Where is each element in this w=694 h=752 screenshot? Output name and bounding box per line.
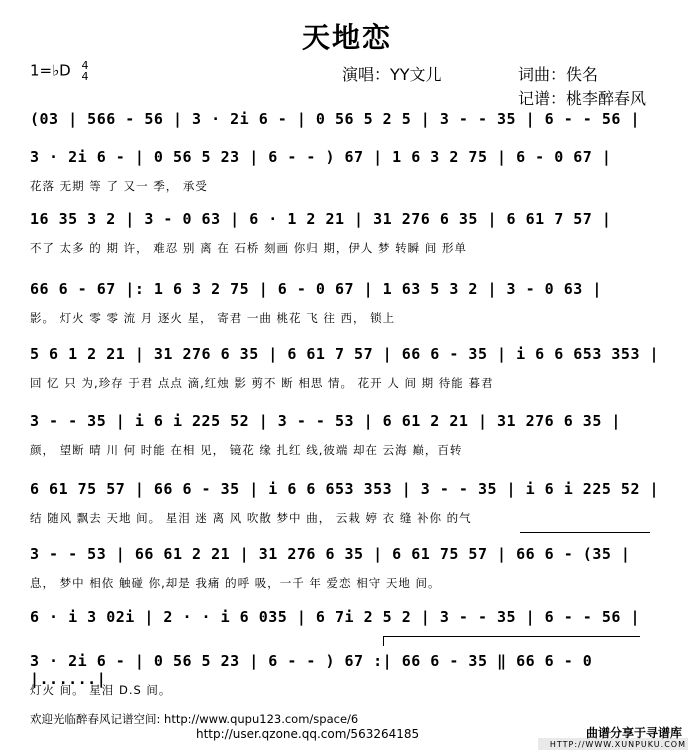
notation-line: 5 6 1 2 21 | 31 276 6 35 | 6 61 7 57 | 66 6 - 35 | i 6 6 653 353 | <box>30 345 660 363</box>
singer-credit: 演唱：YY文儿 <box>342 65 442 84</box>
lyricist-credit: 词曲：佚名 <box>518 65 599 84</box>
lyric-line: 灯火 间。 星泪 D.S 间。 <box>30 683 172 697</box>
notation-line: 6 · i 3 02i | 2 · · i 6 035 | 6 7i 2 5 2 | 3 - - 35 | 6 - - 56 | <box>30 608 640 626</box>
lyric-line: 结 随风 飘去 天地 间。 星泪 迷 离 风 吹散 梦中 曲， 云栽 婷 衣 缝 补你 的气 <box>30 511 472 525</box>
notation-line: 3 - - 35 | i 6 i 225 52 | 3 - - 53 | 6 61 2 21 | 31 276 6 35 | <box>30 412 621 430</box>
notation-line: 3 - - 53 | 66 61 2 21 | 31 276 6 35 | 6 61 75 57 | 66 6 - (35 | <box>30 545 631 563</box>
lyric-line: 花落 无期 等 了 又一 季， 承受 <box>30 179 208 193</box>
lyric-line: 息， 梦中 相依 触碰 你,却是 我痛 的呼 吸，一千 年 爱恋 相守 天地 间。 <box>30 576 441 590</box>
volta-bracket-2-edge <box>383 636 384 646</box>
volta-bracket-1 <box>520 532 650 533</box>
time-bottom: 4 <box>81 70 89 83</box>
time-signature <box>82 60 89 82</box>
key-label: 1=♭D <box>30 61 71 80</box>
footer-url: http://user.qzone.qq.com/563264185 <box>196 727 420 741</box>
notation-line: (03 | 566 - 56 | 3 · 2i 6 - | 0 56 5 2 5 | 3 - - 35 | 6 - - 56 | <box>30 110 640 128</box>
brand-url: HTTP://WWW.XUNPUKU.COM <box>549 740 686 749</box>
time-top: 4 <box>81 59 89 72</box>
lyric-line: 不了 太多 的 期 许， 难忍 别 离 在 石桥 刻画 你归 期，伊人 梦 转瞬 间 形单 <box>30 241 467 255</box>
lyric-line: 影。 灯火 零 零 流 月 逐火 星， 寄君 一曲 桃花 飞 往 西， 锁上 <box>30 311 396 325</box>
lyric-line: 颜， 望断 晴 川 何 时能 在相 见， 镜花 缘 扎红 线,彼端 却在 云海 巅，百转 <box>30 443 463 457</box>
song-title: 天地恋 <box>301 21 392 54</box>
notation-line: 3 · 2i 6 - | 0 56 5 23 | 6 - - ) 67 :| 66 6 - 35 ‖ 66 6 - 0 |......| <box>30 652 593 688</box>
brand-name: 曲谱分享于寻谱库 <box>585 726 682 740</box>
transcriber-credit: 记谱：桃李醉春风 <box>518 89 647 108</box>
volta-bracket-3 <box>500 636 640 637</box>
lyric-line: 回 忆 只 为,珍存 于君 点点 滴,红烛 影 剪不 断 相思 情。 花开 人 间 期 待能 暮君 <box>30 376 494 390</box>
notation-line: 3 · 2i 6 - | 0 56 5 23 | 6 - - ) 67 | 1 6 3 2 75 | 6 - 0 67 | <box>30 148 612 166</box>
notation-line: 66 6 - 67 |: 1 6 3 2 75 | 6 - 0 67 | 1 63 5 3 2 | 3 - 0 63 | <box>30 280 602 298</box>
key-signature <box>30 60 89 82</box>
notation-line: 16 35 3 2 | 3 - 0 63 | 6 · 1 2 21 | 31 276 6 35 | 6 61 7 57 | <box>30 210 612 228</box>
footer-welcome: 欢迎光临醉春风记谱空间: http://www.qupu123.com/space/6 <box>30 712 359 726</box>
notation-line: 6 61 75 57 | 66 6 - 35 | i 6 6 653 353 | 3 - - 35 | i 6 i 225 52 | <box>30 480 660 498</box>
